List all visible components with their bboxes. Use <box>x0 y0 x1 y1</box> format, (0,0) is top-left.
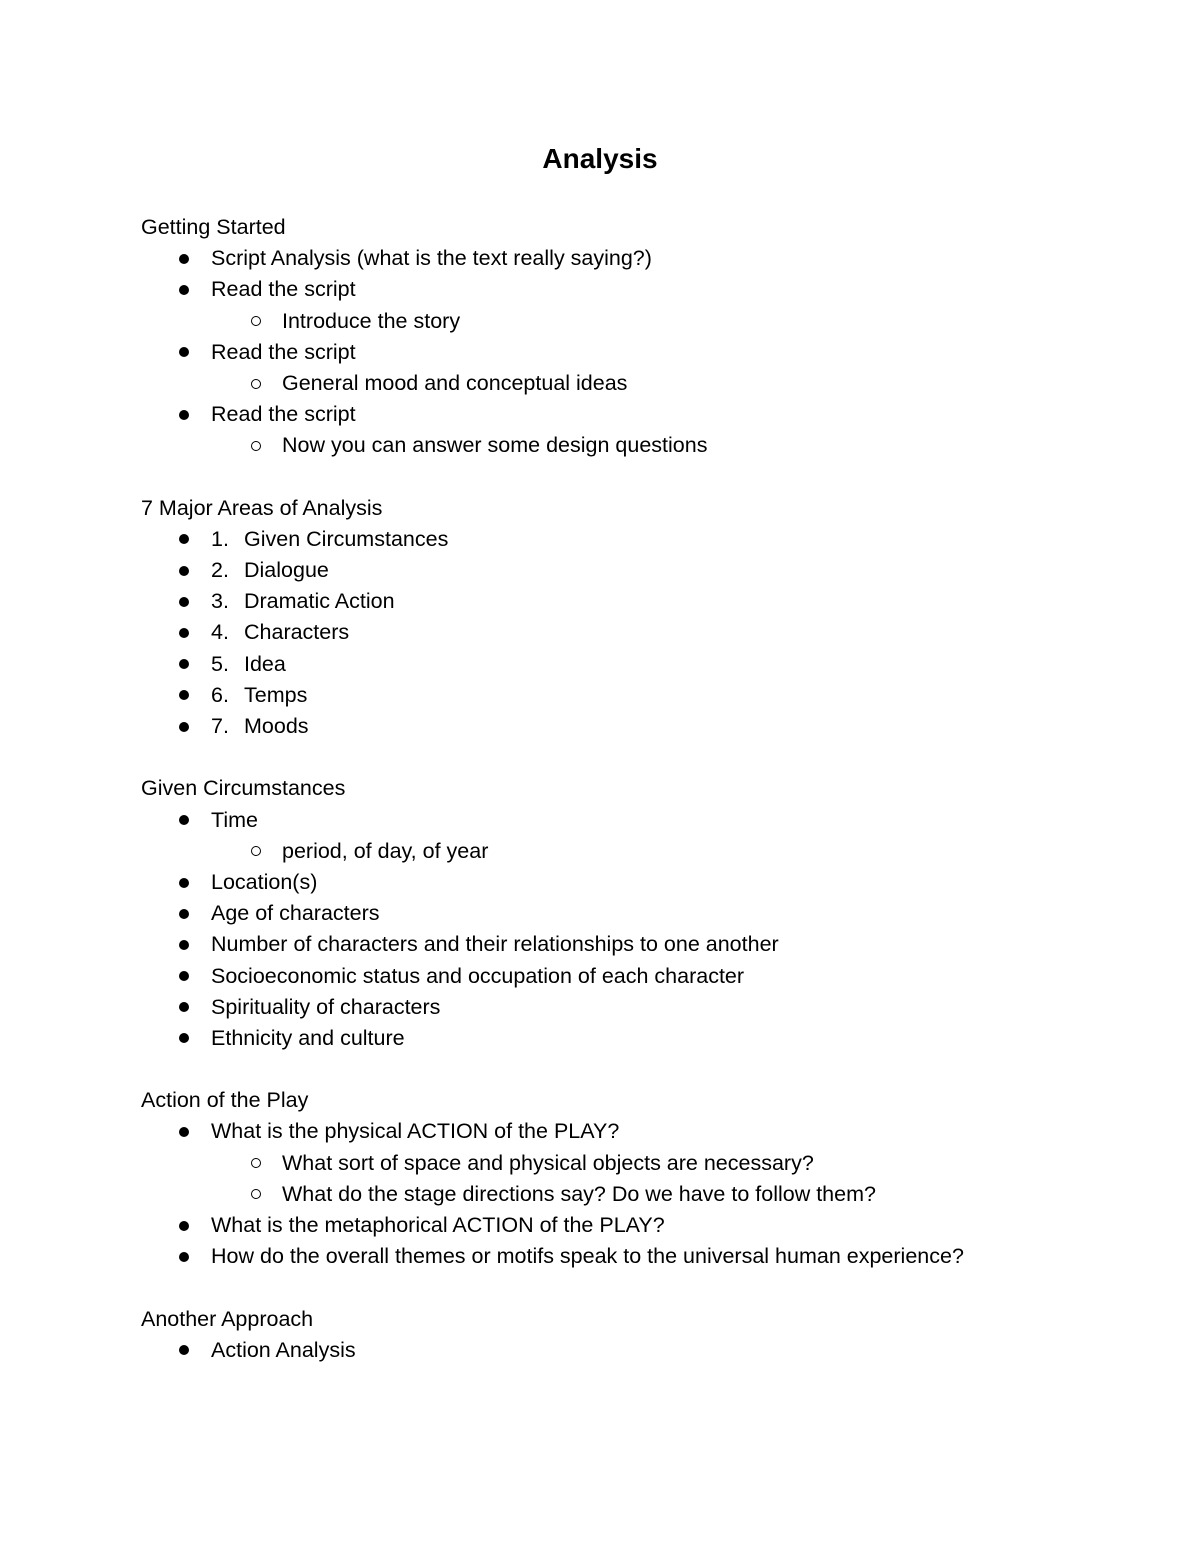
list-item-text: Now you can answer some design questions <box>282 433 708 458</box>
list-item <box>141 243 1141 274</box>
list-item <box>141 1241 1141 1272</box>
sub-list-item <box>141 306 1141 337</box>
list-item <box>141 711 1141 742</box>
section-heading: Action of the Play <box>141 1088 309 1113</box>
list-item <box>141 524 1141 555</box>
filled-bullet-icon <box>179 534 189 544</box>
list-item-text: period, of day, of year <box>282 838 489 863</box>
list-item-text: Location(s) <box>211 869 318 894</box>
sub-list-item <box>141 1179 1141 1210</box>
list-item-number: 2. <box>211 558 229 583</box>
list-item-text: What is the metaphorical ACTION of the PLAY? <box>211 1213 665 1237</box>
section-heading: 7 Major Areas of Analysis <box>141 495 383 520</box>
filled-bullet-icon <box>179 597 189 607</box>
filled-bullet-icon <box>179 347 189 357</box>
list-item-text: Idea <box>244 651 286 676</box>
filled-bullet-icon <box>179 909 189 919</box>
sub-list-item <box>141 430 1141 461</box>
filled-bullet-icon <box>179 690 189 700</box>
list-item-text: Number of characters and their relationships to one another <box>211 932 779 957</box>
list-item-text: Dialogue <box>244 558 329 583</box>
section-spacer <box>141 742 1141 773</box>
filled-bullet-icon <box>179 1345 189 1355</box>
list-item-text: Given Circumstances <box>244 526 449 551</box>
sub-list-item <box>141 1148 1141 1179</box>
section-spacer <box>141 462 1141 493</box>
list-item <box>141 337 1141 368</box>
hollow-bullet-icon <box>251 846 261 856</box>
list-item-number: 5. <box>211 651 229 676</box>
list-item <box>141 867 1141 898</box>
list-item-text: Spirituality of characters <box>211 994 441 1019</box>
section-heading: Getting Started <box>141 215 286 239</box>
list-item <box>141 898 1141 929</box>
list-item-number: 1. <box>211 526 229 551</box>
filled-bullet-icon <box>179 1252 189 1262</box>
list-item-text: How do the overall themes or motifs speak to the universal human experience? <box>211 1244 964 1269</box>
list-item-text: General mood and conceptual ideas <box>282 370 628 395</box>
hollow-bullet-icon <box>251 441 261 451</box>
list-item-text: What is the physical ACTION of the PLAY? <box>211 1119 620 1144</box>
list-item <box>141 1335 1141 1366</box>
list-item <box>141 617 1141 648</box>
section-spacer <box>141 1054 1141 1085</box>
list-item-text: Ethnicity and culture <box>211 1025 405 1050</box>
sub-list-item <box>141 836 1141 867</box>
list-item <box>141 680 1141 711</box>
list-item-text: Temps <box>244 682 308 707</box>
filled-bullet-icon <box>179 1221 189 1231</box>
list-item-text: Characters <box>244 620 350 645</box>
list-item-number: 7. <box>211 714 229 738</box>
hollow-bullet-icon <box>251 1189 261 1199</box>
filled-bullet-icon <box>179 254 189 264</box>
list-item <box>141 1210 1141 1241</box>
list-item <box>141 274 1141 305</box>
list-item-text: Socioeconomic status and occupation of each character <box>211 963 745 988</box>
list-item-text: Read the script <box>211 339 356 364</box>
filled-bullet-icon <box>179 971 189 981</box>
list-item <box>141 1116 1141 1147</box>
filled-bullet-icon <box>179 1033 189 1043</box>
hollow-bullet-icon <box>251 1158 261 1168</box>
list-item <box>141 1023 1141 1054</box>
list-item <box>141 586 1141 617</box>
filled-bullet-icon <box>179 1127 189 1137</box>
list-item-text: What do the stage directions say? Do we have to follow them? <box>282 1181 876 1206</box>
filled-bullet-icon <box>179 1002 189 1012</box>
list-item-text: Moods <box>244 714 309 738</box>
page-title: Analysis <box>542 143 658 174</box>
list-item <box>141 992 1141 1023</box>
filled-bullet-icon <box>179 659 189 669</box>
list-item-text: Read the script <box>211 277 356 302</box>
list-item <box>141 399 1141 430</box>
list-item <box>141 649 1141 680</box>
filled-bullet-icon <box>179 285 189 295</box>
list-item <box>141 961 1141 992</box>
list-item <box>141 929 1141 960</box>
filled-bullet-icon <box>179 722 189 732</box>
filled-bullet-icon <box>179 566 189 576</box>
list-item-text: Dramatic Action <box>244 589 395 614</box>
list-item-text: Age of characters <box>211 901 380 926</box>
list-item-text: Time <box>211 807 258 832</box>
filled-bullet-icon <box>179 940 189 950</box>
filled-bullet-icon <box>179 878 189 888</box>
filled-bullet-icon <box>179 410 189 420</box>
list-item <box>141 805 1141 836</box>
list-item-number: 6. <box>211 682 229 707</box>
document-body <box>141 212 1141 1366</box>
list-item <box>141 555 1141 586</box>
hollow-bullet-icon <box>251 379 261 389</box>
filled-bullet-icon <box>179 628 189 638</box>
section-heading: Another Approach <box>141 1306 314 1331</box>
list-item-text: Action Analysis <box>211 1337 356 1362</box>
list-item-number: 4. <box>211 620 229 645</box>
hollow-bullet-icon <box>251 316 261 326</box>
list-item-text: Read the script <box>211 402 356 427</box>
list-item-number: 3. <box>211 589 229 614</box>
list-item-text: Script Analysis (what is the text really saying?) <box>211 246 652 271</box>
filled-bullet-icon <box>179 815 189 825</box>
list-item-text: What sort of space and physical objects are necessary? <box>282 1150 814 1175</box>
section-spacer <box>141 1272 1141 1303</box>
list-item-text: Introduce the story <box>282 308 461 333</box>
sub-list-item <box>141 368 1141 399</box>
section-heading: Given Circumstances <box>141 776 346 801</box>
